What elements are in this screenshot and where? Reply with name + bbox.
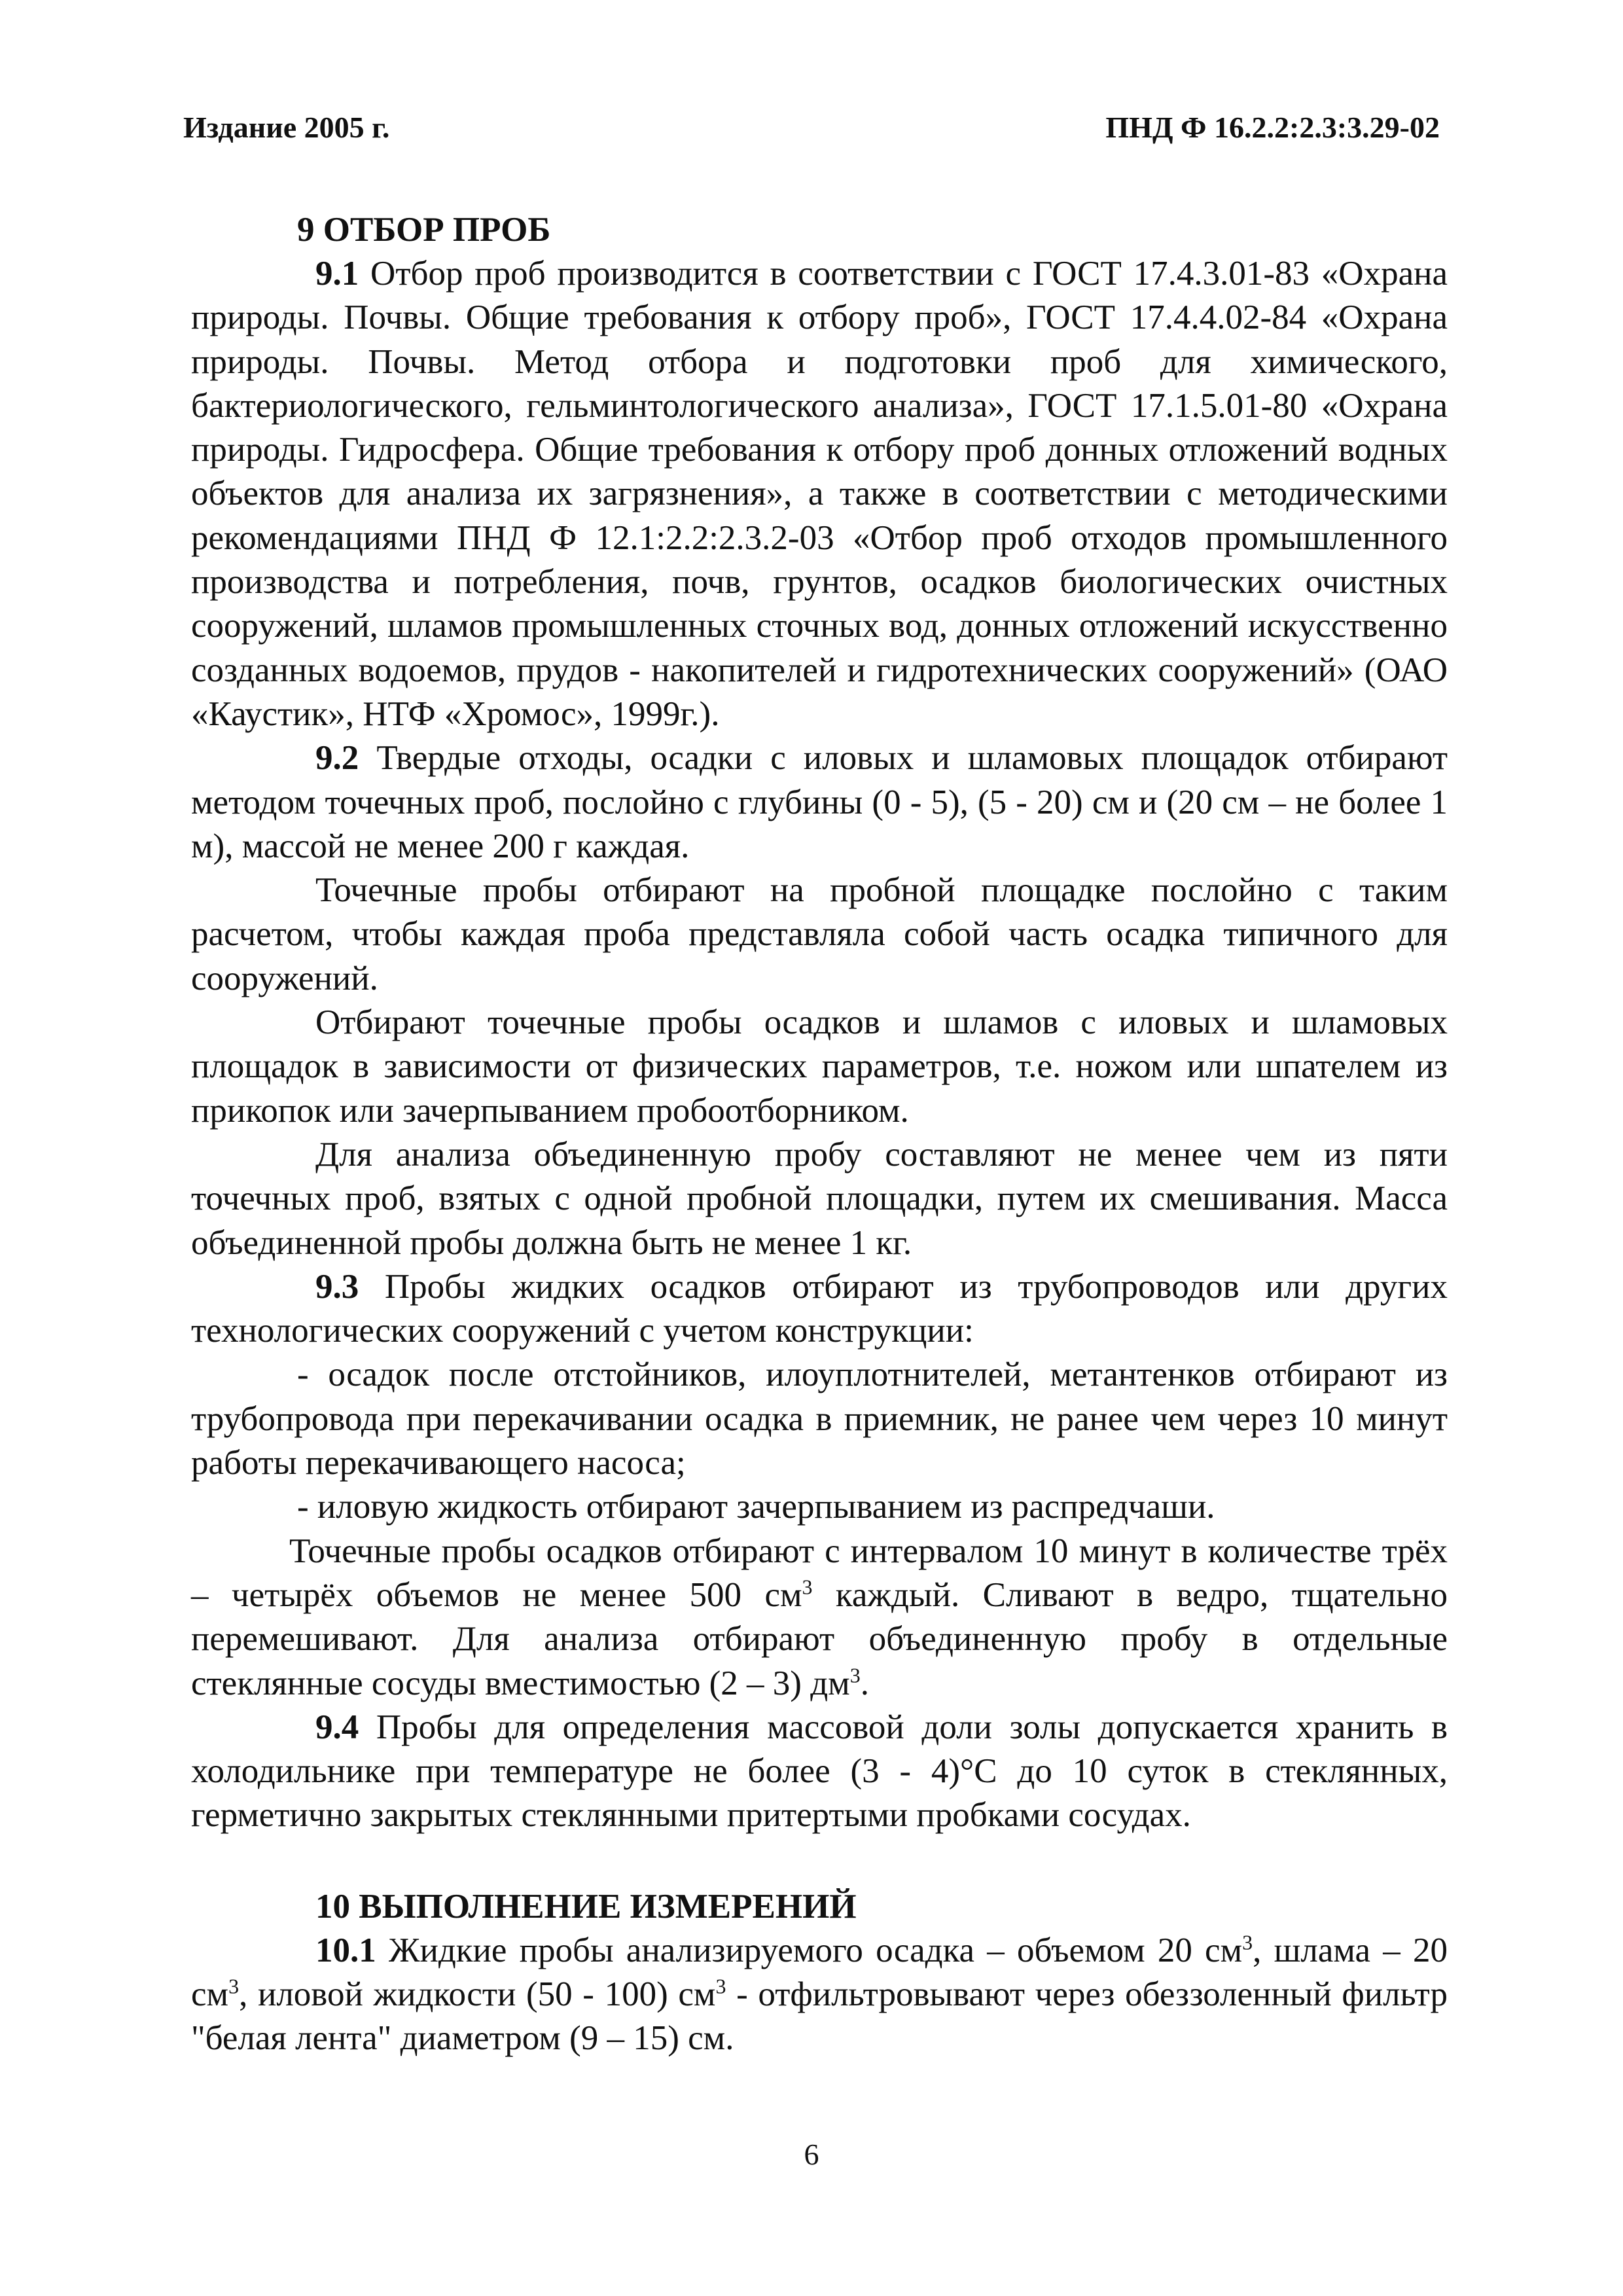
paragraph-10-1: 10.1 Жидкие пробы анализируемого осадка – объемом 20 $см^3$, шлама – 20 $см^3$, иловой жидкости (50 - 100) $см^3$ - отфильтровывают через обеззоленный фильтр "белая лента" диаметром (9 – 15) см. (191, 1930, 1448, 2058)
paragraph-9-3 (191, 1265, 1448, 1354)
paragraph-number: 9.4 (315, 1708, 359, 1746)
document-code: ПНД Ф 16.2.2:2.3:3.29-02 (1105, 111, 1440, 144)
section-9-title: 9 ОТБОР ПРОБ (297, 211, 551, 249)
section-10-title: 10 ВЫПОЛНЕНИЕ ИЗМЕРЕНИЙ (315, 1887, 857, 1926)
paragraph-number: 10.1 (315, 1931, 376, 1969)
list-item-sediment: - осадок после отстойников, илоуплотнителей, метантенков отбирают из трубопровода при перекачивании осадка в приемник, не ранее чем через 10 минут работы перекачивающего насоса; (191, 1355, 1448, 1482)
document-body (191, 208, 1448, 2061)
paragraph-9-2-combined-sample: Для анализа объединенную пробу составляют не менее чем из пяти точечных проб, взятых с одной пробной площадки, путем их смешивания. Масса объединенной пробы должна быть не менее 1 кг. (191, 1135, 1448, 1262)
paragraph-9-2-point-samples: Точечные пробы отбирают на пробной площадке послойно с таким расчетом, чтобы каждая проба представляла собой часть осадка типичного для сооружений. (191, 871, 1448, 997)
paragraph-text: Отбор проб производится в соответствии с ГОСТ 17.4.3.01-83 «Охрана природы. Почвы. Общие требования к отбору проб», ГОСТ 17.4.4.02-84 «Охрана природы. Почвы. Метод отбора и подготовки проб для химического, бактериологического, гельминтологического анализа», ГОСТ 17.1.5.01-80 «Охрана природы. Гидросфера. Общие требования к отбору проб донных отложений водных объектов для анализа их загрязнения», а также в соответствии с методическими рекомендациями ПНД Ф 12.1:2.2:2.3.2-03 «Отбор проб отходов промышленного производства и потребления, почв, грунтов, осадков биологических очистных сооружений, шламов промышленных сточных вод, донных отложений искусственно созданных водоемов, прудов - накопителей и гидротехнических сооружений» (ОАО «Каустик», НТФ «Хромос», 1999г.). (191, 255, 1448, 733)
paragraph-9-1 (191, 252, 1448, 736)
paragraph-9-2 (191, 736, 1448, 869)
page-number: 6 (804, 2138, 819, 2171)
paragraph-number: 9.3 (315, 1267, 359, 1306)
paragraph-number: 9.1 (315, 255, 359, 293)
paragraph-9-2-sampling-method: Отбирают точечные пробы осадков и шламов с иловых и шламовых площадок в зависимости от физических параметров, т.е. ножом или шпателем из прикопок или зачерпыванием пробоотборником. (191, 1003, 1448, 1130)
edition-label: Издание 2005 г. (183, 111, 390, 144)
paragraph-text: Пробы жидких осадков отбирают из трубопроводов или других технологических сооружений с учетом конструкции: (191, 1267, 1448, 1350)
paragraph-9-4 (191, 1706, 1448, 1838)
list-item-sludge-liquid: - иловую жидкость отбирают зачерпыванием из распредчаши. (297, 1488, 1215, 1526)
paragraph-text: Твердые отходы, осадки с иловых и шламовых площадок отбирают методом точечных проб, послойно с глубины (0 - 5), (5 - 20) см и (20 см – не более 1 м), массой не менее 200 г каждая. (191, 739, 1448, 865)
paragraph-9-3-interval: Точечные пробы осадков отбирают с интервалом 10 минут в количестве трёх – четырёх объемов не менее 500 $см^3$ каждый. Сливают в ведро, тщательно перемешивают. Для анализа отбирают объединенную пробу в отдельные стеклянные сосуды вместимостью (2 – 3) $дм^3$. (191, 1532, 1448, 1702)
page-header (183, 110, 1440, 156)
paragraph-number: 9.2 (315, 739, 359, 778)
paragraph-text: Пробы для определения массовой доли золы допускается хранить в холодильнике при температуре не более (3 - 4)°С до 10 суток в стеклянных, герметично закрытых стеклянными притертыми пробками сосудах. (191, 1708, 1448, 1835)
